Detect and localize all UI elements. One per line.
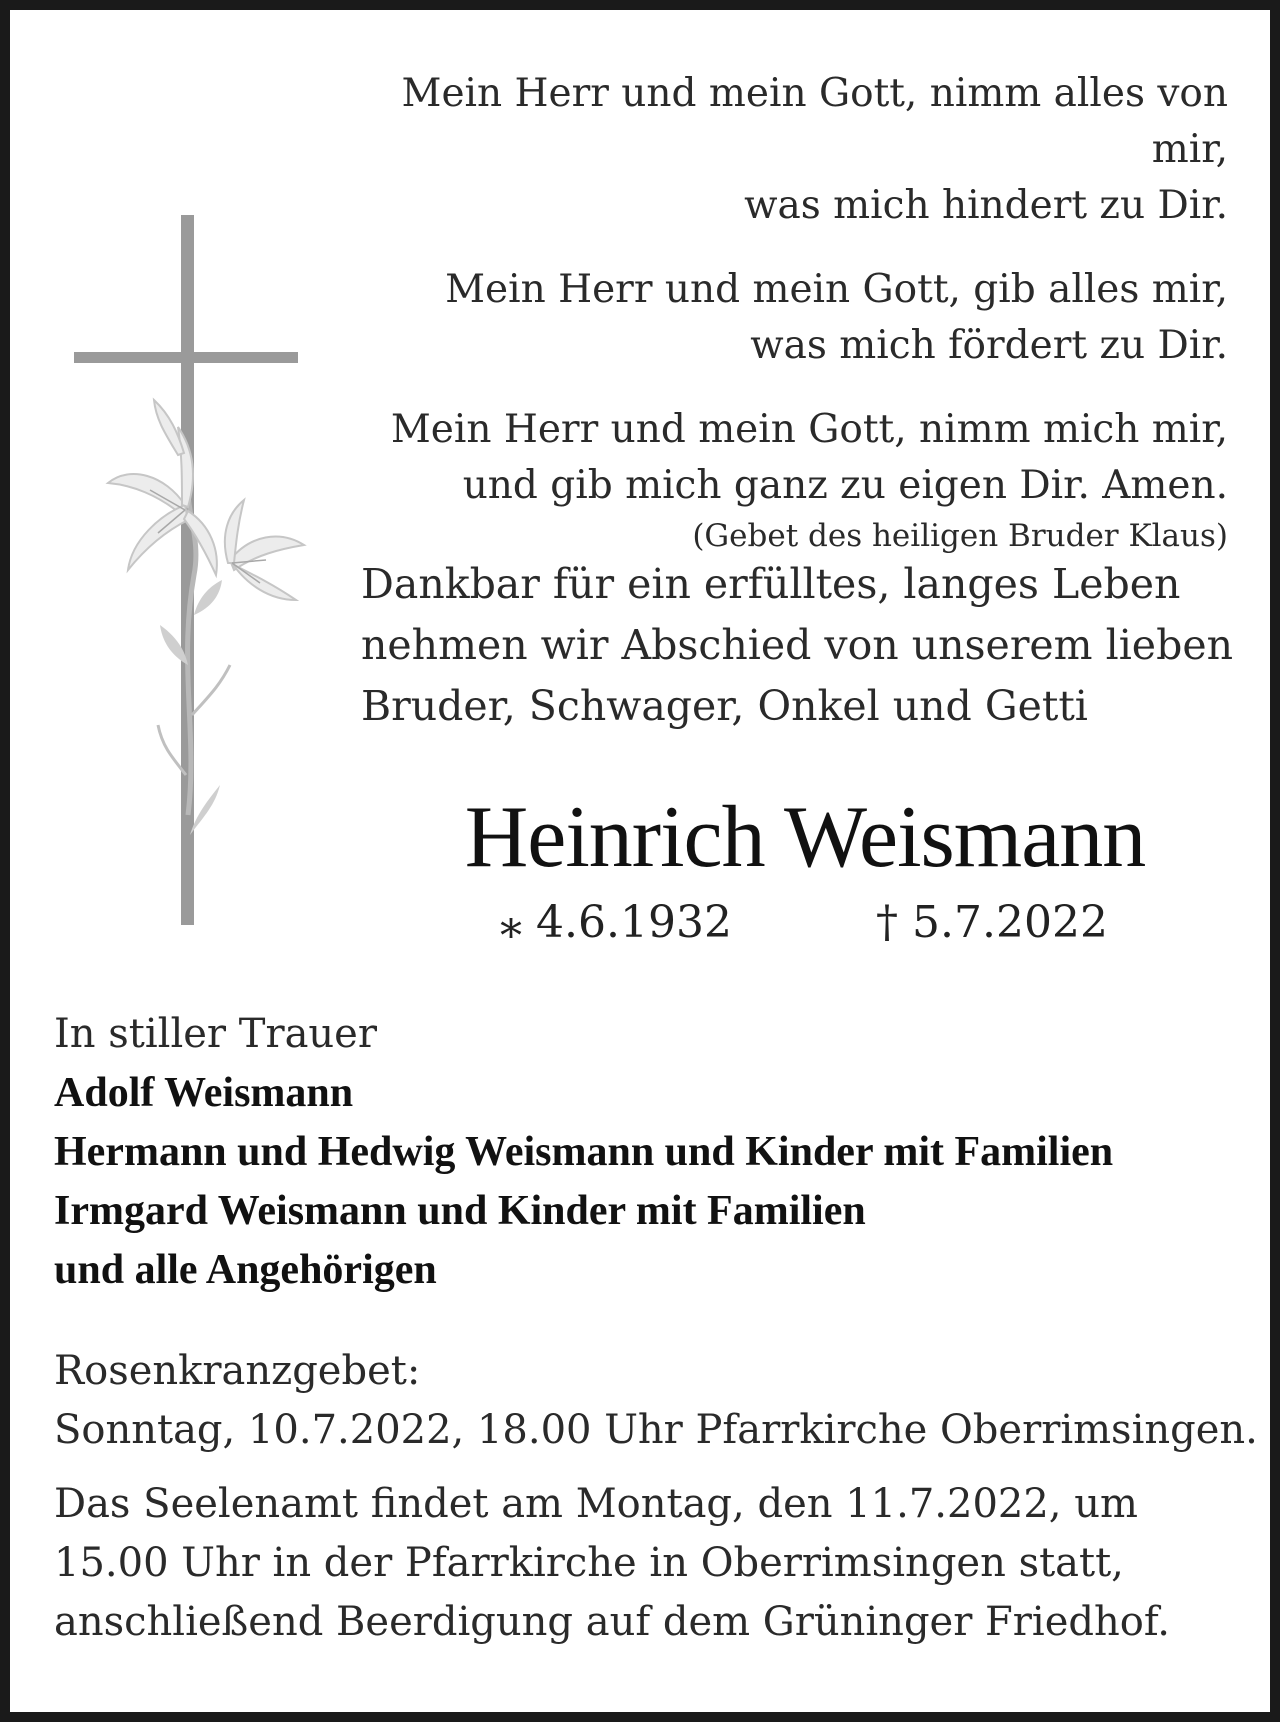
thanks-line: nehmen wir Abschied von unserem lieben [361,621,1233,669]
prayer-stanza [328,402,1228,514]
birth-date [500,895,732,951]
prayer-line: Mein Herr und mein Gott, nimm mich mir, [390,407,1228,452]
prayer-stanza [328,66,1228,234]
cross-with-lily-icon [70,215,310,935]
mourner-name: und alle Angehörigen [54,1247,437,1293]
service-information [54,1342,1264,1652]
death-date-value: 5.7.2022 [912,897,1108,948]
thanks-line: Dankbar für ein erfülltes, langes Leben [361,560,1181,608]
birth-star-icon: ⁎ [500,897,522,948]
mourners-list [54,1005,1254,1300]
prayer-line: und gib mich ganz zu eigen Dir. Amen. [462,463,1228,508]
deceased-name: Heinrich Weismann [464,789,1146,886]
requiem-line: anschließend Beerdigung auf dem Grüninger Friedhof. [54,1599,1170,1645]
mourner-name: Adolf Weismann [54,1070,354,1116]
mourning-intro: In stiller Trauer [54,1011,377,1057]
prayer-line: Mein Herr und mein Gott, gib alles mir, [445,267,1228,312]
birth-date-value: 4.6.1932 [536,897,732,948]
prayer-line: Mein Herr und mein Gott, nimm alles von mir, [401,71,1228,172]
thanks-line: Bruder, Schwager, Onkel und Getti [361,682,1088,730]
requiem-line: 15.00 Uhr in der Pfarrkirche in Oberrimsingen statt, [54,1540,1124,1586]
prayer-source: (Gebet des heiligen Bruder Klaus) [692,518,1228,554]
rosary-details: Sonntag, 10.7.2022, 18.00 Uhr Pfarrkirche Oberrimsingen. [54,1407,1258,1453]
thanks-text [361,554,1261,737]
prayer-line: was mich hindert zu Dir. [744,183,1228,228]
requiem-line: Das Seelenamt findet am Montag, den 11.7.2022, um [54,1481,1138,1527]
death-cross-icon: † [876,897,898,948]
mourner-name: Irmgard Weismann und Kinder mit Familien [54,1188,866,1234]
prayer-line: was mich fördert zu Dir. [750,323,1228,368]
prayer-poem [328,66,1228,556]
rosary-label: Rosenkranzgebet: [54,1348,421,1394]
prayer-stanza [328,262,1228,374]
mourner-name: Hermann und Hedwig Weismann und Kinder mit Familien [54,1129,1114,1175]
death-date [876,895,1108,951]
